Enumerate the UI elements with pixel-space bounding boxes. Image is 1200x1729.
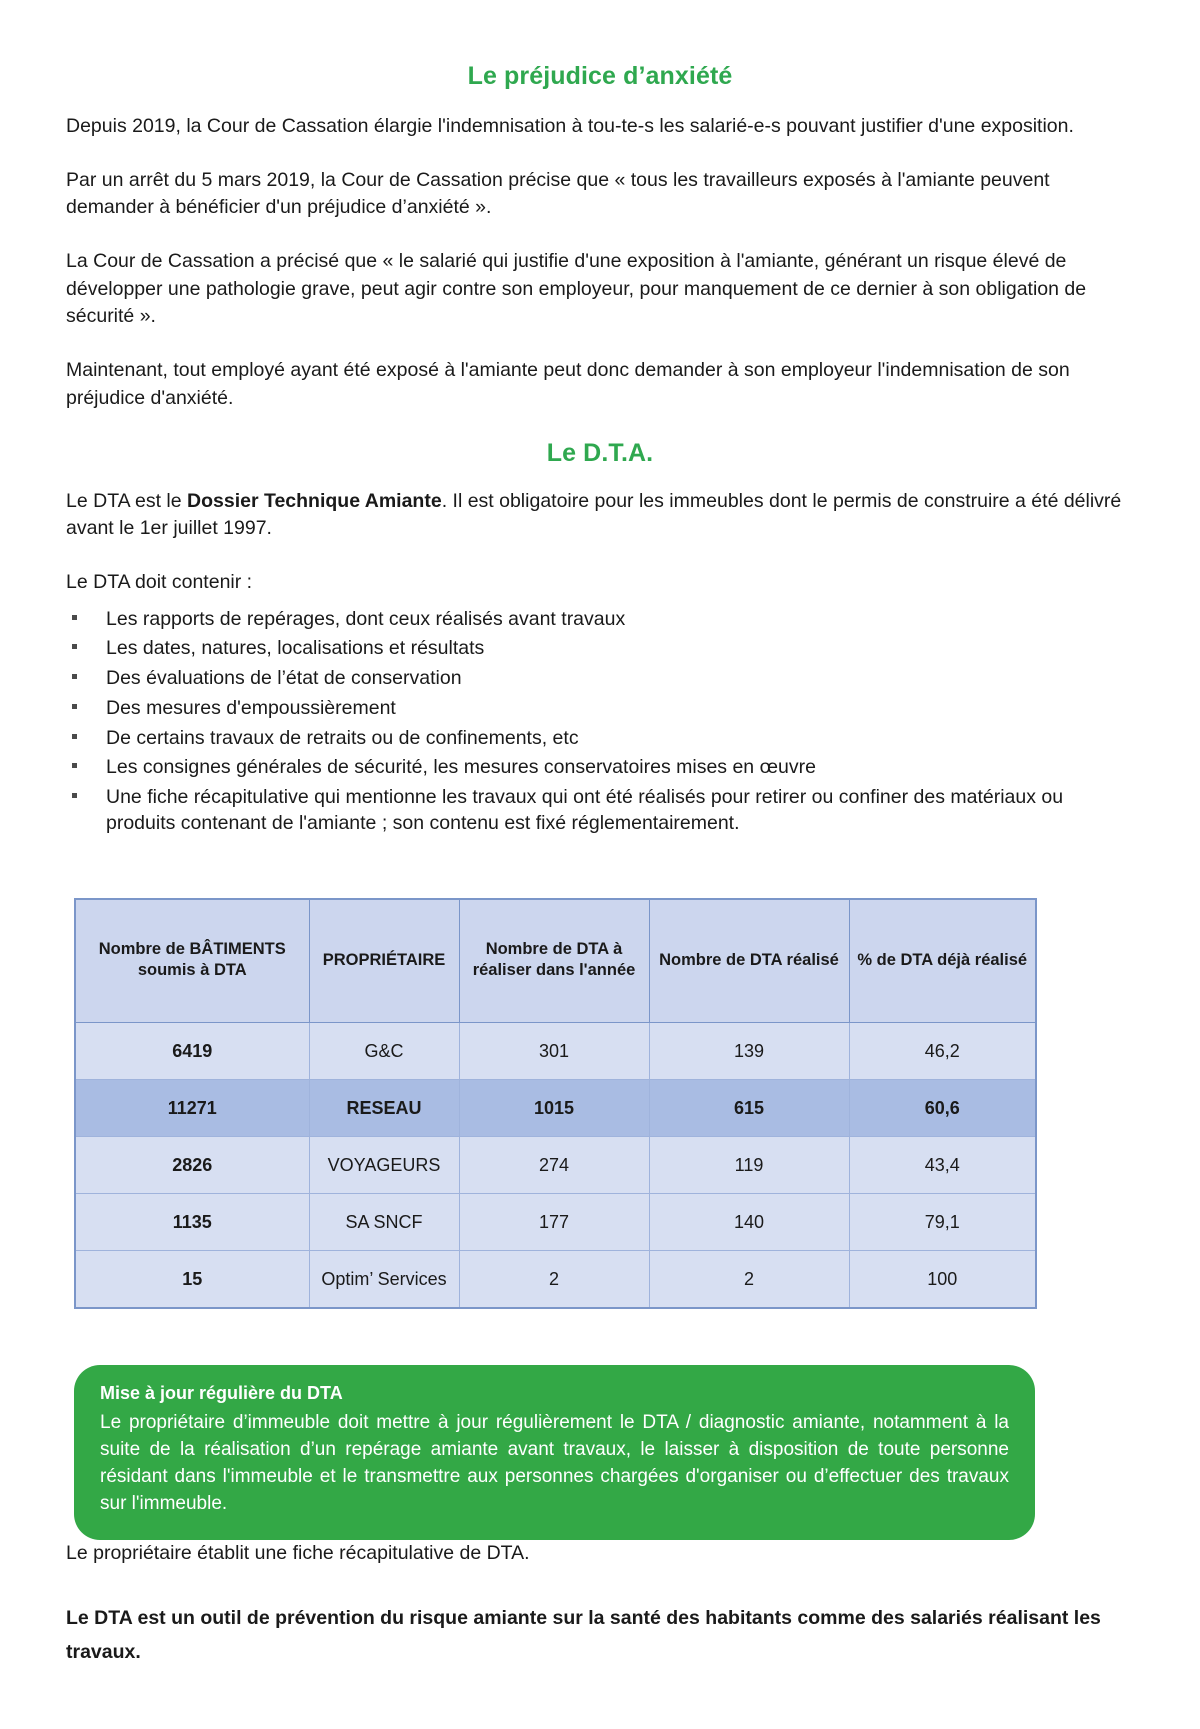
dta-update-callout xyxy=(74,1365,1035,1539)
cell-dta-realise: 2 xyxy=(649,1251,849,1309)
list-item xyxy=(66,636,1134,662)
bullet-square-icon xyxy=(72,674,77,679)
cell-dta-a-realiser: 177 xyxy=(459,1194,649,1251)
cell-batiments: 11271 xyxy=(75,1080,309,1137)
list-item xyxy=(66,696,1134,722)
bullet-square-icon xyxy=(72,793,77,798)
bullet-square-icon xyxy=(72,644,77,649)
list-item-label: Les dates, natures, localisations et résultats xyxy=(106,637,485,660)
cell-dta-realise: 119 xyxy=(649,1137,849,1194)
cell-dta-realise: 140 xyxy=(649,1194,849,1251)
anxiety-paragraph-3: La Cour de Cassation a précisé que « le salarié qui justifie d'une exposition à l'amiante, générant un risque élevé de développer une pathologie grave, peut agir contre son employeur, pour manquement de ce dernier à son obligation de sécurité ». xyxy=(66,250,1087,328)
table-row xyxy=(75,1137,1036,1194)
cell-batiments: 1135 xyxy=(75,1194,309,1251)
bullet-square-icon xyxy=(72,763,77,768)
list-item-label: Les rapports de repérages, dont ceux réalisés avant travaux xyxy=(106,607,626,630)
list-item-label: Des mesures d'empoussièrement xyxy=(106,696,396,719)
cell-pourcent: 46,2 xyxy=(849,1023,1036,1080)
cell-batiments: 15 xyxy=(75,1251,309,1309)
dta-intro-prefix: Le DTA est le xyxy=(66,489,188,512)
cell-proprietaire: Optim’ Services xyxy=(309,1251,459,1309)
cell-dta-realise: 139 xyxy=(649,1023,849,1080)
page-title-dta: Le D.T.A. xyxy=(546,438,654,467)
list-item xyxy=(66,785,1134,836)
list-item xyxy=(66,726,1134,752)
table-header-row xyxy=(75,899,1036,1023)
table-body xyxy=(75,1023,1036,1309)
page-title-anxiety: Le préjudice d’anxiété xyxy=(467,62,733,90)
list-item xyxy=(66,666,1134,692)
table-row xyxy=(75,1194,1036,1251)
column-header-proprietaire: PROPRIÉTAIRE xyxy=(309,899,459,1023)
cell-dta-a-realiser: 1015 xyxy=(459,1080,649,1137)
bullet-square-icon xyxy=(72,734,77,739)
anxiety-paragraph-2: Par un arrêt du 5 mars 2019, la Cour de Cassation précise que « tous les travailleurs exposés à l'amiante peuvent demander à bénéficier d'un préjudice d’anxiété ». xyxy=(66,168,1050,219)
list-item xyxy=(66,607,1134,633)
list-item-label: De certains travaux de retraits ou de confinements, etc xyxy=(106,726,579,749)
column-header-dta-a-realiser: Nombre de DTA à réaliser dans l'année xyxy=(459,899,649,1023)
bullet-square-icon xyxy=(72,704,77,709)
cell-proprietaire: RESEAU xyxy=(309,1080,459,1137)
cell-pourcent: 79,1 xyxy=(849,1194,1036,1251)
dta-intro-suffix: . Il est obligatoire pour les immeubles dont le permis de construire a été délivré avant le 1er juillet 1997. xyxy=(66,489,1122,540)
cell-pourcent: 60,6 xyxy=(849,1080,1036,1137)
dta-list-heading: Le DTA doit contenir : xyxy=(66,570,253,593)
list-item xyxy=(66,755,1134,781)
cell-dta-a-realiser: 274 xyxy=(459,1137,649,1194)
cell-pourcent: 100 xyxy=(849,1251,1036,1309)
cell-dta-a-realiser: 301 xyxy=(459,1023,649,1080)
table-header xyxy=(75,899,1036,1023)
column-header-pourcent-realise: % de DTA déjà réalisé xyxy=(849,899,1036,1023)
dta-statistics-table xyxy=(74,898,1037,1309)
dta-intro-bold: Dossier Technique Amiante xyxy=(187,489,442,512)
bullet-square-icon xyxy=(72,615,77,620)
cell-proprietaire: G&C xyxy=(309,1023,459,1080)
closing-statement: Le DTA est un outil de prévention du risque amiante sur la santé des habitants comme des salariés réalisant les travaux. xyxy=(66,1607,1101,1664)
closing-paragraph: Le propriétaire établit une fiche récapitulative de DTA. xyxy=(66,1541,530,1564)
anxiety-paragraph-4: Maintenant, tout employé ayant été exposé à l'amiante peut donc demander à son employeur l'indemnisation de son préjudice d'anxiété. xyxy=(66,359,1070,409)
table-row xyxy=(75,1251,1036,1309)
anxiety-paragraph-1: Depuis 2019, la Cour de Cassation élargie l'indemnisation à tou-te-s les salarié-e-s pouvant justifier d'une exposition. xyxy=(66,115,1074,137)
dta-contents-list xyxy=(66,607,1134,837)
table-row xyxy=(75,1080,1036,1137)
cell-pourcent: 43,4 xyxy=(849,1137,1036,1194)
callout-body: Le propriétaire d’immeuble doit mettre à jour régulièrement le DTA / diagnostic amiante, notamment à la suite de la réalisation d’un repérage amiante avant travaux, le laisser à disposition de toute personne résidant dans l'immeuble et le transmettre aux personnes chargées d'organiser ou d’effectuer des travaux sur l'immeuble. xyxy=(100,1411,1009,1514)
cell-dta-realise: 615 xyxy=(649,1080,849,1137)
list-item-label: Une fiche récapitulative qui mentionne les travaux qui ont été réalisés pour retirer ou confiner des matériaux ou produits contenant de l'amiante ; son contenu est fixé réglementairement. xyxy=(106,785,1064,834)
column-header-dta-realise: Nombre de DTA réalisé xyxy=(649,899,849,1023)
table-row xyxy=(75,1023,1036,1080)
cell-dta-a-realiser: 2 xyxy=(459,1251,649,1309)
column-header-batiments: Nombre de BÂTIMENTS soumis à DTA xyxy=(75,899,309,1023)
cell-batiments: 6419 xyxy=(75,1023,309,1080)
cell-proprietaire: VOYAGEURS xyxy=(309,1137,459,1194)
list-item-label: Des évaluations de l’état de conservation xyxy=(106,667,462,690)
cell-batiments: 2826 xyxy=(75,1137,309,1194)
dta-intro-paragraph xyxy=(66,488,1134,543)
cell-proprietaire: SA SNCF xyxy=(309,1194,459,1251)
list-item-label: Les consignes générales de sécurité, les mesures conservatoires mises en œuvre xyxy=(106,756,816,779)
callout-title: Mise à jour régulière du DTA xyxy=(100,1383,343,1404)
dta-statistics-table-wrapper xyxy=(74,898,1126,1309)
